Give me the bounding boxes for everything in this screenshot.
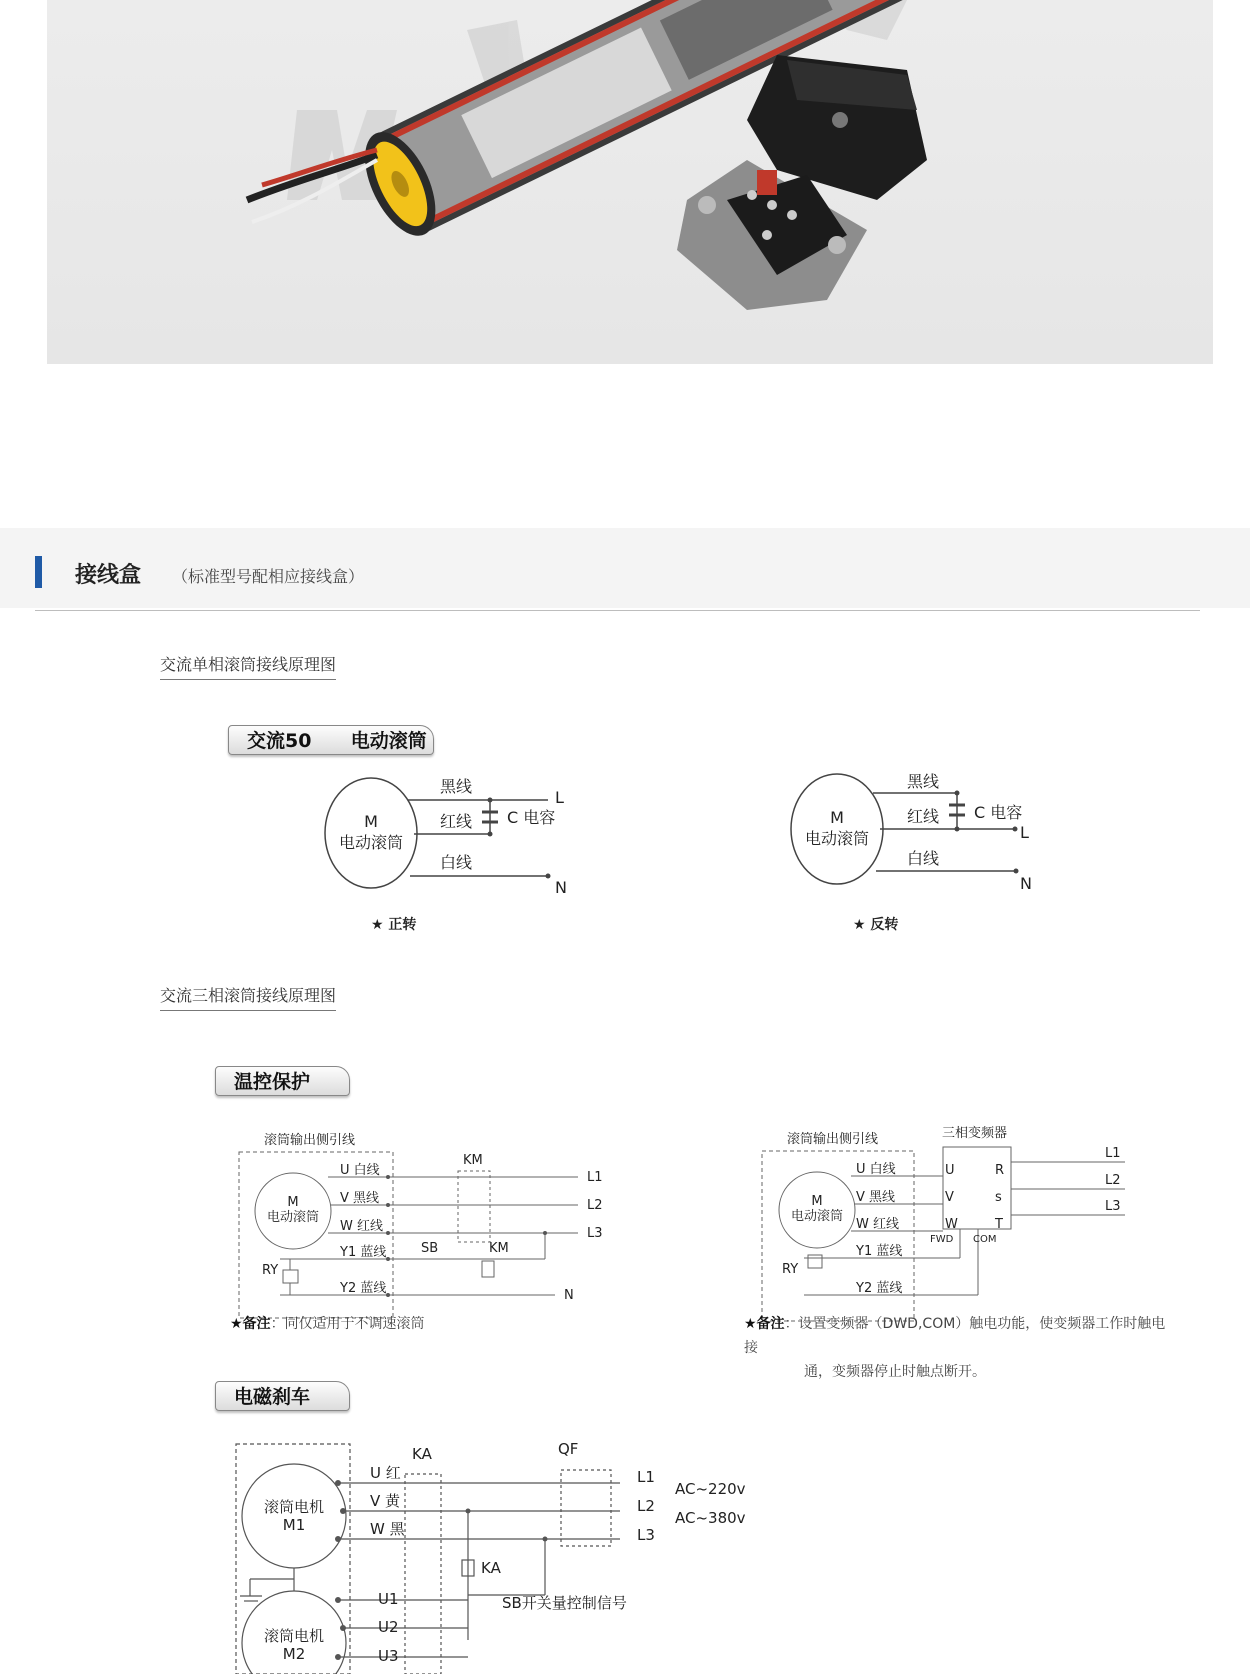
motor-name-forward: 电动滚筒 bbox=[338, 833, 404, 852]
red-wire-label-forward: 红线 bbox=[440, 812, 473, 831]
inverter-w-red: W 红线 bbox=[856, 1217, 899, 1232]
inverter-L1: L1 bbox=[1105, 1146, 1121, 1161]
temp-motor-letter: M bbox=[287, 1195, 299, 1210]
temp-note-text: ：同仅适用于不调速滚筒 bbox=[270, 1316, 425, 1332]
inverter-fwd: FWD bbox=[930, 1234, 954, 1245]
temp-motor-name: 电动滚筒 bbox=[266, 1210, 320, 1225]
temp-L3: L3 bbox=[587, 1226, 603, 1241]
section-subtitle: （标准型号配相应接线盒） bbox=[172, 567, 365, 586]
brake-motor2-name: 滚筒电机 bbox=[263, 1627, 325, 1645]
temp-sb: SB bbox=[421, 1241, 439, 1256]
brake-tag: 电磁刹车 bbox=[215, 1381, 350, 1411]
inverter-L3: L3 bbox=[1105, 1199, 1121, 1214]
temp-ry: RY bbox=[262, 1263, 279, 1278]
temp-L2: L2 bbox=[587, 1198, 603, 1213]
motor-letter-reverse: M bbox=[830, 808, 844, 827]
temp-protection-tag: 温控保护 bbox=[215, 1066, 350, 1096]
inverter-v-black: V 黑线 bbox=[856, 1190, 896, 1205]
single-phase-heading: 交流单相滚筒接线原理图 bbox=[160, 652, 336, 680]
brake-motor2-id: M2 bbox=[282, 1645, 306, 1663]
three-phase-heading: 交流三相滚筒接线原理图 bbox=[160, 983, 336, 1011]
inverter-motor-name: 电动滚筒 bbox=[790, 1209, 844, 1224]
capacitor-label-forward: C 电容 bbox=[507, 808, 556, 827]
inverter-note-text-2: 通，变频器停止时触点断开。 bbox=[804, 1364, 986, 1380]
black-wire-label-forward: 黑线 bbox=[440, 777, 473, 796]
temp-v-black: V 黑线 bbox=[340, 1191, 380, 1206]
brake-u3: U3 bbox=[378, 1647, 399, 1665]
brake-qf-box bbox=[561, 1470, 611, 1546]
inverter-note bbox=[744, 1312, 1174, 1384]
brake-motor1-name: 滚筒电机 bbox=[263, 1498, 325, 1516]
brake-ac220: AC~220v bbox=[675, 1480, 746, 1498]
inverter-u-white: U 白线 bbox=[856, 1162, 896, 1177]
inverter-U: U bbox=[945, 1163, 955, 1178]
temp-note-label: ★备注 bbox=[230, 1316, 271, 1332]
brake-motor1-id: M1 bbox=[282, 1516, 306, 1534]
temp-note bbox=[230, 1312, 425, 1336]
inverter-R: R bbox=[995, 1163, 1005, 1178]
temp-L1: L1 bbox=[587, 1170, 603, 1185]
brake-sb-signal: SB开关量控制信号 bbox=[502, 1594, 627, 1612]
brake-u1: U1 bbox=[378, 1590, 399, 1608]
L-label-reverse: L bbox=[1020, 823, 1029, 842]
inverter-note-label: ★备注 bbox=[744, 1316, 785, 1332]
red-wire-label-reverse: 红线 bbox=[907, 807, 940, 826]
inverter-W: W bbox=[945, 1217, 958, 1232]
inverter-y2-blue: Y2 蓝线 bbox=[856, 1281, 903, 1296]
inverter-output-lead: 滚筒输出侧引线 bbox=[787, 1132, 879, 1147]
temp-y1-blue: Y1 蓝线 bbox=[340, 1245, 387, 1260]
inverter-y1-blue: Y1 蓝线 bbox=[856, 1244, 903, 1259]
temp-km-top: KM bbox=[463, 1153, 483, 1168]
black-wire-label-reverse: 黑线 bbox=[907, 772, 940, 791]
inverter-title: 三相变频器 bbox=[942, 1126, 1008, 1141]
brake-v-yellow: V 黄 bbox=[370, 1492, 401, 1510]
brake-ac380: AC~380v bbox=[675, 1509, 746, 1527]
section-title: 接线盒 bbox=[75, 563, 142, 588]
inverter-ry: RY bbox=[782, 1262, 799, 1277]
motor-name-reverse: 电动滚筒 bbox=[804, 829, 870, 848]
brake-w-black: W 黑 bbox=[370, 1520, 405, 1538]
brake-u2: U2 bbox=[378, 1618, 399, 1636]
motor-letter-forward: M bbox=[364, 812, 378, 831]
brake-u-red: U 红 bbox=[370, 1464, 401, 1482]
inverter-com: COM bbox=[973, 1234, 997, 1245]
km-contactor-box bbox=[458, 1171, 490, 1242]
brake-ka-box bbox=[405, 1474, 441, 1674]
brake-ka-coil: KA bbox=[481, 1559, 501, 1577]
white-wire-label-forward: 白线 bbox=[440, 853, 473, 872]
brake-L3: L3 bbox=[637, 1526, 655, 1544]
brake-L2: L2 bbox=[637, 1497, 655, 1515]
brake-ka-top: KA bbox=[412, 1445, 432, 1463]
inverter-L2: L2 bbox=[1105, 1173, 1121, 1188]
inverter-S: s bbox=[995, 1190, 1002, 1205]
forward-caption: ★ 正转 bbox=[371, 917, 417, 933]
tag-left-text: 交流50 bbox=[247, 730, 312, 752]
temp-output-lead: 滚筒输出侧引线 bbox=[264, 1133, 356, 1148]
inverter-note-text-1: ：设置变频器（DWD,COM）触电功能，使变频器工作时触电接 bbox=[744, 1316, 1166, 1356]
inverter-V: V bbox=[945, 1190, 954, 1205]
brake-qf: QF bbox=[558, 1440, 579, 1458]
temp-km-coil: KM bbox=[489, 1241, 509, 1256]
L-label-forward: L bbox=[555, 788, 564, 807]
inverter-motor-letter: M bbox=[811, 1194, 823, 1209]
temp-u-white: U 白线 bbox=[340, 1163, 380, 1178]
temp-N: N bbox=[564, 1288, 574, 1303]
white-wire-label-reverse: 白线 bbox=[907, 849, 940, 868]
N-label-reverse: N bbox=[1020, 874, 1032, 893]
inverter-T: T bbox=[995, 1217, 1003, 1232]
brake-L1: L1 bbox=[637, 1468, 655, 1486]
N-label-forward: N bbox=[555, 878, 567, 897]
capacitor-label-reverse: C 电容 bbox=[974, 803, 1023, 822]
reverse-caption: ★ 反转 bbox=[853, 917, 899, 933]
temp-y2-blue: Y2 蓝线 bbox=[340, 1281, 387, 1296]
tag-right-text: 电动滚筒 bbox=[350, 730, 427, 752]
temp-w-red: W 红线 bbox=[340, 1219, 383, 1234]
